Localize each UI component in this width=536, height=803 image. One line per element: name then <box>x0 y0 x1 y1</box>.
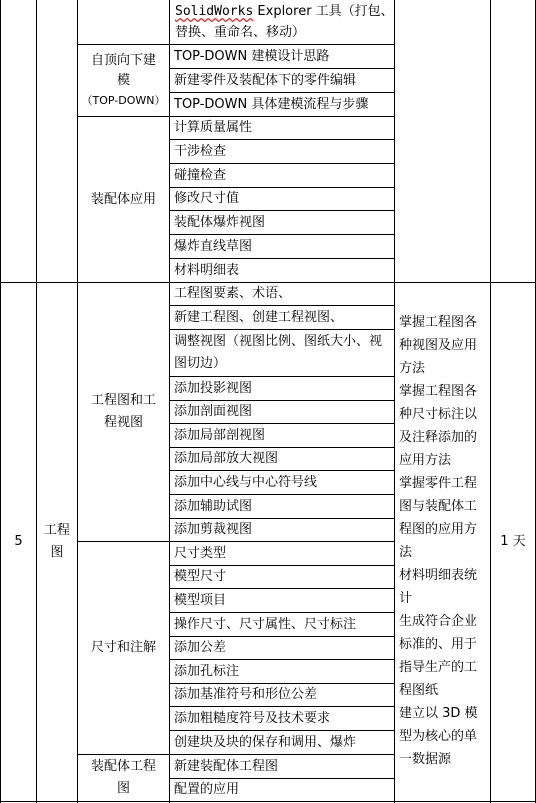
objective-item: 建立以 3D 模型为核心的单一数据源 <box>399 706 478 767</box>
list-item: 添加中心线与中心符号线 <box>174 474 318 490</box>
list-item: 添加剪裁视图 <box>174 522 253 537</box>
explorer-tools-text: Explorer 工具（打包、 <box>253 4 394 19</box>
explorer-tools-line2: 替换、重命名、移动） <box>175 25 306 40</box>
duration-cell: 1 天 <box>500 534 526 549</box>
list-item: 模型项目 <box>174 592 227 608</box>
list-item: 添加辅助试图 <box>174 498 253 514</box>
list-item: 干涉检查 <box>174 143 227 159</box>
topdown-group-title <box>78 45 169 116</box>
list-item: 添加剖面视图 <box>174 404 253 419</box>
module-name: 工程图 <box>43 523 70 560</box>
dimension-group-title: 尺寸和注解 <box>90 640 156 655</box>
explorer-tools-line1 <box>175 1 394 22</box>
list-item: 材料明细表 <box>174 262 240 278</box>
objective-item: 掌握零件工程图与装配体工程图的应用方法 <box>399 476 478 560</box>
list-item: 添加粗糙度符号及技术要求 <box>174 710 331 726</box>
objectives-cell <box>395 283 490 801</box>
list-item: 配置的应用 <box>174 782 240 797</box>
list-item: 添加局部放大视图 <box>174 451 279 466</box>
list-item: 调整视图（视图比例、图纸大小、视图切边） <box>174 334 383 371</box>
list-item: 操作尺寸、尺寸属性、尺寸标注 <box>174 616 357 632</box>
list-item: 计算质量属性 <box>174 120 253 135</box>
list-item: 新建零件及装配体下的零件编辑 <box>174 72 357 88</box>
explorer-tools-cell <box>170 0 394 44</box>
objective-item: 掌握工程图各种尺寸标注以及注释添加的应用方法 <box>399 384 478 468</box>
table-border-bottom <box>0 801 536 802</box>
list-item: 添加公差 <box>174 640 227 655</box>
topdown-title-line3: （TOP-DOWN） <box>81 93 166 107</box>
solidworks-brand: SolidWorks <box>175 4 254 19</box>
list-item: 修改尺寸值 <box>174 191 240 206</box>
topdown-title-line1: 自顶向下建 <box>90 52 156 68</box>
topdown-title-line2: 模 <box>116 72 130 88</box>
objective-item: 掌握工程图各种视图及应用方法 <box>399 315 478 376</box>
list-item: 爆炸直线草图 <box>174 238 253 254</box>
list-item: 新建装配体工程图 <box>174 758 279 774</box>
objective-item: 材料明细表统计 <box>399 568 478 606</box>
assembly-app-group-title: 装配体应用 <box>90 191 156 207</box>
list-item: 新建工程图、创建工程视图、 <box>174 309 344 325</box>
list-item: 添加孔标注 <box>174 663 240 679</box>
list-item: 添加基准符号和形位公差 <box>174 687 318 702</box>
list-item: 工程图要素、术语、 <box>174 286 292 301</box>
list-item: 尺寸类型 <box>174 545 227 561</box>
list-item: TOP-DOWN 建模设计思路 <box>174 48 330 64</box>
list-item: 创建块及块的保存和调用、爆炸 <box>174 734 357 750</box>
objective-item: 生成符合企业标准的、用于指导生产的工程图纸 <box>399 614 478 698</box>
drawing-group-title: 工程图和工程视图 <box>90 393 156 430</box>
list-item: TOP-DOWN 具体建模流程与步骤 <box>174 96 369 112</box>
list-item: 碰撞检查 <box>174 167 227 183</box>
list-item: 装配体爆炸视图 <box>174 214 266 230</box>
list-item: 添加局部剖视图 <box>174 427 266 443</box>
row-number: 5 <box>14 534 23 549</box>
assembly-drawing-group-title: 装配体工程图 <box>90 759 156 796</box>
list-item: 添加投影视图 <box>174 380 253 396</box>
list-item: 模型尺寸 <box>174 569 227 584</box>
